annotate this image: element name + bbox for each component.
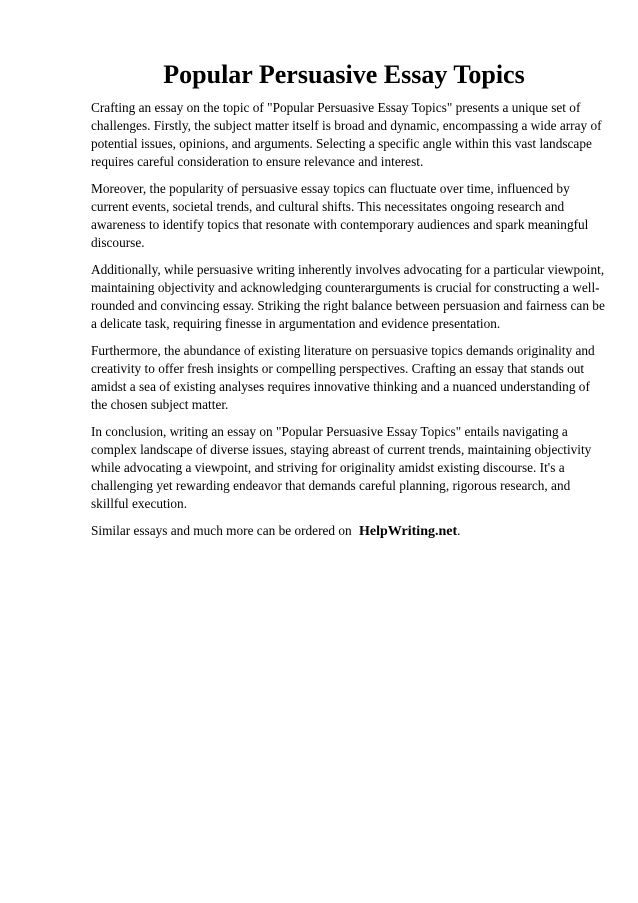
footer-period: . (457, 523, 461, 538)
paragraph-3: Additionally, while persuasive writing inherently involves advocating for a particular viewpoint, maintaining objectivity and acknowledging counterarguments is crucial for constructing a well-rounded and convincing essay. Striking the right balance between persuasion and fairness can be a delicate task, requiring finesse in argumentation and evidence presentation. (91, 262, 605, 331)
paragraph-1: Crafting an essay on the topic of "Popular Persuasive Essay Topics" presents a unique set of challenges. Firstly, the subject matter itself is broad and dynamic, encompassing a wide array of potential issues, opinions, and arguments. Selecting a specific angle within this vast landscape requires careful consideration to ensure relevance and interest. (91, 100, 602, 169)
footer-text: Similar essays and much more can be ordered on (91, 523, 352, 538)
page-title: Popular Persuasive Essay Topics (163, 60, 525, 89)
paragraph-2: Moreover, the popularity of persuasive essay topics can fluctuate over time, influenced by current events, societal trends, and cultural shifts. This necessitates ongoing research and awareness to identify topics that resonate with contemporary audiences and spark meaningful discourse. (91, 181, 589, 250)
paragraph-4: Furthermore, the abundance of existing literature on persuasive topics demands originality and creativity to offer fresh insights or compelling perspectives. Crafting an essay that stands out amidst a sea of existing analyses requires innovative thinking and a nuanced understanding of the chosen subject matter. (91, 343, 595, 412)
paragraph-5: In conclusion, writing an essay on "Popular Persuasive Essay Topics" entails navigating a complex landscape of diverse issues, staying abreast of current trends, maintaining objectivity while advocating a viewpoint, and striving for originality amidst existing discourse. It's a challenging yet rewarding endeavor that demands careful planning, rigorous research, and skillful execution. (91, 424, 592, 511)
brand-link[interactable]: HelpWriting.net (359, 524, 458, 539)
footer-line (91, 522, 606, 541)
document-body (91, 99, 606, 541)
